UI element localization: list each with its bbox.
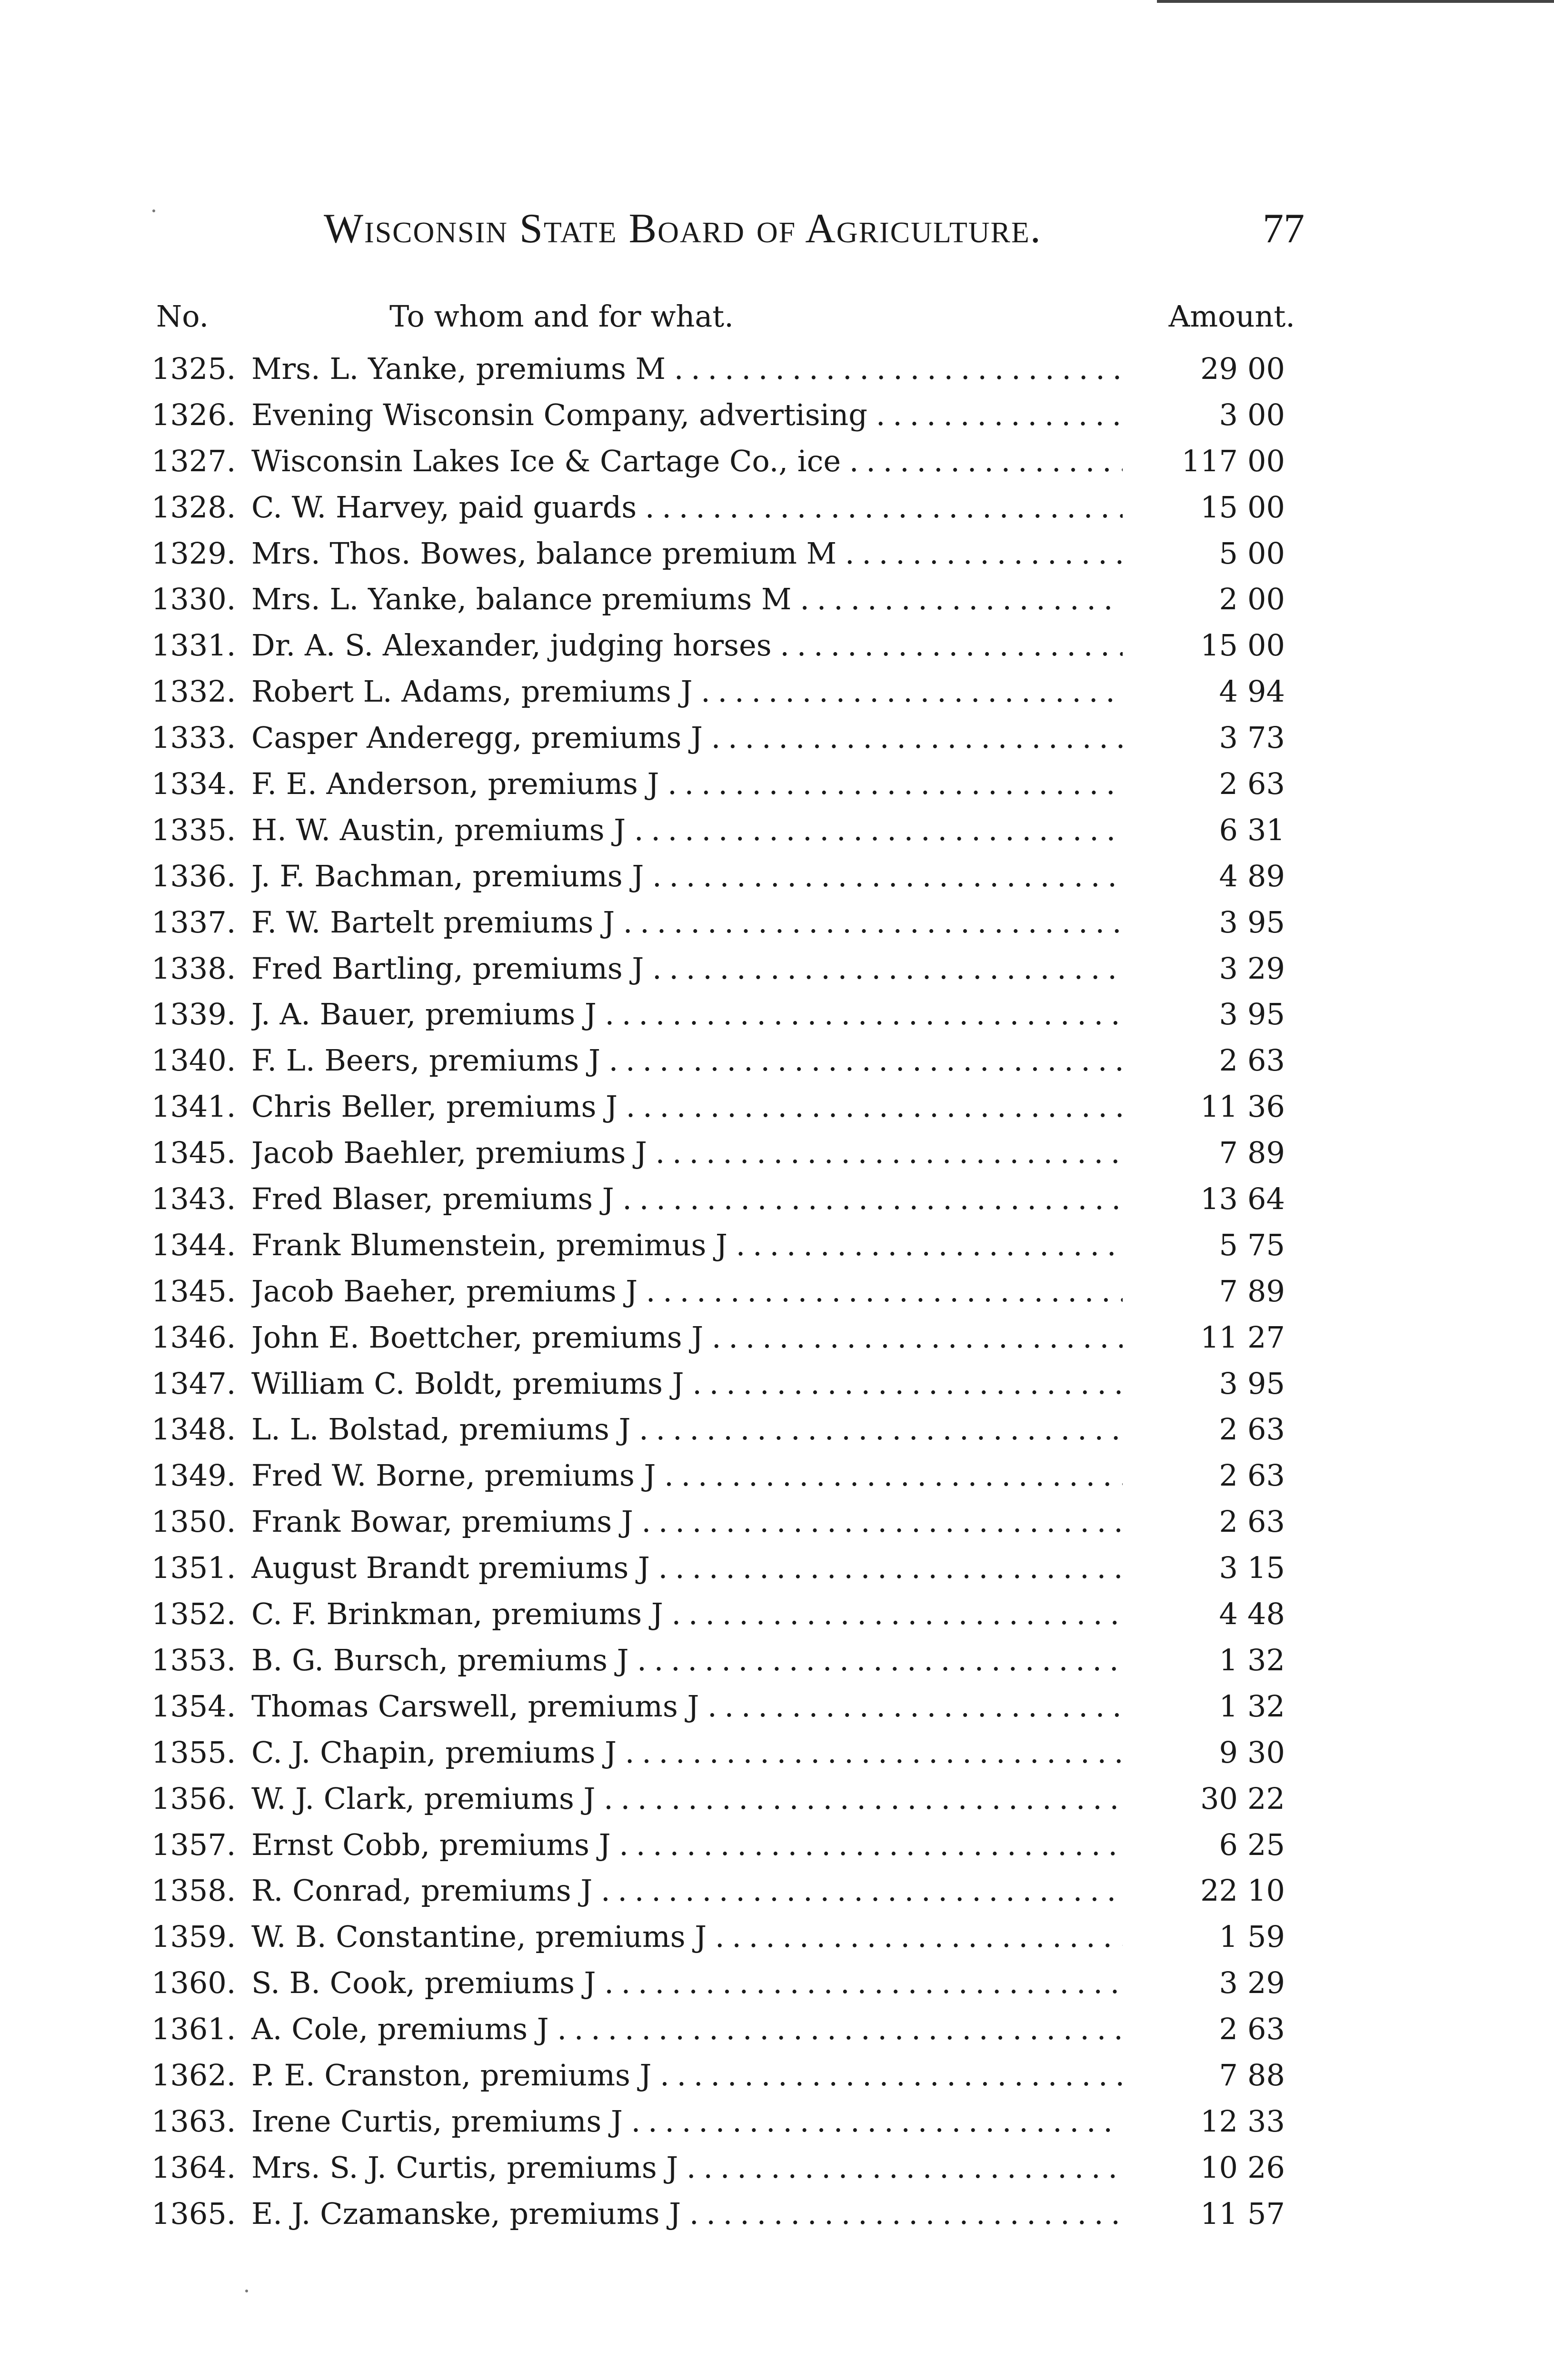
entry-description: F. E. Anderson, premiums J . . . [251, 766, 1123, 801]
margin-mark [245, 2290, 248, 2292]
table-row [0, 347, 1554, 393]
entry-description: Evening Wisconsin Company, advertising . . . [251, 397, 1123, 432]
entry-amount-cents: 30 [1247, 1735, 1285, 1770]
entry-amount-cents: 64 [1247, 1181, 1285, 1217]
entry-description: John E. Boettcher, premiums J . . . [251, 1320, 1123, 1355]
entry-amount-dollars: 3 [1219, 1550, 1238, 1586]
entry-amount-cents: 63 [1247, 2012, 1285, 2047]
entry-amount-dollars: 2 [1219, 1043, 1238, 1078]
table-row [0, 1914, 1554, 1961]
entry-description: Mrs. L. Yanke, balance premiums M . . . [251, 582, 1123, 616]
table-row [0, 1868, 1554, 1914]
table-row [0, 1038, 1554, 1084]
entry-amount-dollars: 13 [1200, 1181, 1238, 1217]
entry-amount-cents: 73 [1247, 720, 1285, 755]
entry-amount-cents: 89 [1247, 1135, 1285, 1170]
entry-number: 1351. [151, 1550, 236, 1586]
entry-number: 1345. [151, 1135, 236, 1170]
entry-description: Fred W. Borne, premiums J . . . [251, 1458, 1123, 1493]
page-number: 77 [1263, 206, 1305, 252]
entry-amount-cents: 26 [1247, 2150, 1285, 2185]
entry-description: Casper Anderegg, premiums J . . . [251, 720, 1123, 755]
entry-amount-cents: 27 [1247, 1319, 1285, 1355]
entry-description: A. Cole, premiums J . . . [251, 2012, 1123, 2046]
entry-description: Thomas Carswell, premiums J . . . [251, 1689, 1123, 1724]
entry-amount-cents: 00 [1247, 489, 1285, 525]
entry-amount-dollars: 15 [1200, 628, 1238, 663]
entry-amount-cents: 59 [1247, 1919, 1285, 1954]
entry-number: 1328. [151, 489, 236, 525]
entry-description: C. W. Harvey, paid guards . . . [251, 490, 1123, 525]
table-row [0, 1776, 1554, 1823]
entry-description: Mrs. S. J. Curtis, premiums J . . . [251, 2150, 1123, 2185]
entry-number: 1363. [151, 2103, 236, 2139]
column-header-description: To whom and for what. [389, 299, 734, 334]
entry-amount-dollars: 3 [1219, 1965, 1238, 2001]
entry-number: 1357. [151, 1827, 236, 1862]
entry-description: Jacob Baeher, premiums J . . . [251, 1274, 1123, 1309]
entry-amount-cents: 95 [1247, 1366, 1285, 1401]
entry-number: 1331. [151, 628, 236, 663]
table-row [0, 2053, 1554, 2099]
entry-number: 1335. [151, 812, 236, 847]
entry-amount-dollars: 11 [1200, 2196, 1238, 2231]
entry-amount-dollars: 4 [1219, 1597, 1238, 1632]
table-row [0, 1453, 1554, 1499]
table-row [0, 1638, 1554, 1684]
entry-amount-dollars: 3 [1219, 951, 1238, 986]
entry-description: S. B. Cook, premiums J . . . [251, 1965, 1123, 2000]
margin-mark [152, 209, 155, 212]
table-row [0, 1961, 1554, 2007]
entry-number: 1352. [151, 1597, 236, 1632]
entry-number: 1327. [151, 443, 236, 478]
entry-number: 1361. [151, 2012, 236, 2047]
entry-number: 1330. [151, 582, 236, 617]
table-row [0, 669, 1554, 715]
entry-number: 1344. [151, 1227, 236, 1262]
top-rule [1157, 0, 1554, 3]
entry-amount-cents: 89 [1247, 858, 1285, 893]
entry-amount-cents: 89 [1247, 1273, 1285, 1309]
entry-description: August Brandt premiums J . . . [251, 1550, 1123, 1585]
entry-number: 1353. [151, 1642, 236, 1677]
column-header-row [0, 299, 1554, 347]
entry-amount-dollars: 1 [1219, 1688, 1238, 1724]
entry-amount-dollars: 3 [1219, 720, 1238, 755]
table-row [0, 1730, 1554, 1776]
entry-amount-cents: 29 [1247, 1965, 1285, 2001]
entry-number: 1337. [151, 904, 236, 940]
entry-amount-dollars: 1 [1219, 1642, 1238, 1677]
entry-number: 1347. [151, 1366, 236, 1401]
entry-amount-dollars: 2 [1219, 1504, 1238, 1539]
entry-amount-dollars: 5 [1219, 536, 1238, 571]
entry-amount-cents: 95 [1247, 997, 1285, 1032]
entry-amount-dollars: 30 [1200, 1781, 1238, 1816]
table-row [0, 1315, 1554, 1361]
entry-amount-cents: 31 [1247, 812, 1285, 847]
entry-amount-cents: 32 [1247, 1642, 1285, 1677]
entry-number: 1349. [151, 1458, 236, 1493]
entry-amount-cents: 00 [1247, 536, 1285, 571]
entry-description: Frank Bowar, premiums J . . . [251, 1504, 1123, 1539]
entry-amount-dollars: 3 [1219, 1366, 1238, 1401]
entry-amount-cents: 94 [1247, 674, 1285, 709]
entry-number: 1365. [151, 2196, 236, 2231]
entry-amount-dollars: 2 [1219, 582, 1238, 617]
table-row [0, 1499, 1554, 1546]
entry-description: Frank Blumenstein, premimus J . . . [251, 1228, 1123, 1262]
entry-amount-dollars: 3 [1219, 997, 1238, 1032]
entry-number: 1359. [151, 1919, 236, 1954]
table-row [0, 1823, 1554, 1869]
table-row [0, 393, 1554, 439]
entry-amount-dollars: 9 [1219, 1735, 1238, 1770]
entry-amount-cents: 48 [1247, 1597, 1285, 1632]
entry-amount-dollars: 11 [1200, 1089, 1238, 1124]
entry-amount-dollars: 11 [1200, 1319, 1238, 1355]
entry-description: P. E. Cranston, premiums J . . . [251, 2058, 1123, 2092]
entry-number: 1333. [151, 720, 236, 755]
entry-amount-dollars: 10 [1200, 2150, 1238, 2185]
table-row [0, 1084, 1554, 1130]
entry-description: Wisconsin Lakes Ice & Cartage Co., ice . . . [251, 444, 1123, 478]
table-row [0, 854, 1554, 900]
entry-amount-cents: 88 [1247, 2057, 1285, 2092]
entry-amount-cents: 00 [1247, 351, 1285, 386]
entry-number: 1326. [151, 397, 236, 432]
entry-description: B. G. Bursch, premiums J . . . [251, 1643, 1123, 1677]
entry-description: Irene Curtis, premiums J . . . [251, 2104, 1123, 2139]
entry-number: 1339. [151, 997, 236, 1032]
entry-description: Robert L. Adams, premiums J . . . [251, 674, 1123, 709]
table-row [0, 1130, 1554, 1177]
entry-description: C. J. Chapin, premiums J . . . [251, 1735, 1123, 1770]
table-row [0, 531, 1554, 577]
entry-amount-dollars: 6 [1219, 1827, 1238, 1862]
entry-description: L. L. Bolstad, premiums J . . . [251, 1412, 1123, 1447]
entry-amount-dollars: 2 [1219, 1458, 1238, 1493]
entry-number: 1355. [151, 1735, 236, 1770]
entry-amount-dollars: 22 [1200, 1873, 1238, 1908]
entry-amount-dollars: 6 [1219, 812, 1238, 847]
entry-description: H. W. Austin, premiums J . . . [251, 813, 1123, 847]
table-row [0, 1546, 1554, 1592]
table-row [0, 577, 1554, 623]
entry-number: 1332. [151, 674, 236, 709]
table-row [0, 715, 1554, 762]
entry-description: W. J. Clark, premiums J . . . [251, 1781, 1123, 1816]
table-row [0, 439, 1554, 485]
entry-number: 1334. [151, 766, 236, 802]
entry-amount-cents: 36 [1247, 1089, 1285, 1124]
entry-number: 1346. [151, 1319, 236, 1355]
table-row [0, 808, 1554, 854]
entry-amount-cents: 10 [1247, 1873, 1285, 1908]
entry-amount-cents: 00 [1247, 443, 1285, 478]
entry-amount-dollars: 4 [1219, 858, 1238, 893]
column-header-amount: Amount. [1168, 299, 1295, 334]
entry-number: 1348. [151, 1412, 236, 1447]
entry-amount-cents: 63 [1247, 1504, 1285, 1539]
entry-number: 1358. [151, 1873, 236, 1908]
entry-amount-cents: 63 [1247, 766, 1285, 802]
table-row [0, 1361, 1554, 1408]
entry-number: 1336. [151, 858, 236, 893]
entry-description: Dr. A. S. Alexander, judging horses . . . [251, 628, 1123, 663]
entry-description: Mrs. L. Yanke, premiums M . . . [251, 351, 1123, 386]
entry-amount-cents: 25 [1247, 1827, 1285, 1862]
entry-description: F. L. Beers, premiums J . . . [251, 1043, 1123, 1078]
entry-amount-cents: 00 [1247, 397, 1285, 432]
entry-description: C. F. Brinkman, premiums J . . . [251, 1597, 1123, 1631]
column-header-no: No. [156, 299, 209, 334]
entry-amount-cents: 29 [1247, 951, 1285, 986]
entry-amount-dollars: 7 [1219, 1135, 1238, 1170]
entry-description: Ernst Cobb, premiums J . . . [251, 1827, 1123, 1862]
table-row [0, 900, 1554, 946]
table-row [0, 2007, 1554, 2053]
entry-amount-cents: 95 [1247, 904, 1285, 940]
entry-description: E. J. Czamanske, premiums J . . . [251, 2196, 1123, 2231]
entry-number: 1325. [151, 351, 236, 386]
entry-description: F. W. Bartelt premiums J . . . [251, 905, 1123, 940]
table-row [0, 1177, 1554, 1223]
entry-description: W. B. Constantine, premiums J . . . [251, 1919, 1123, 1954]
entry-amount-dollars: 3 [1219, 904, 1238, 940]
entry-amount-dollars: 29 [1200, 351, 1238, 386]
entry-amount-cents: 57 [1247, 2196, 1285, 2231]
entry-amount-dollars: 5 [1219, 1227, 1238, 1262]
entry-description: Fred Blaser, premiums J . . . [251, 1181, 1123, 1216]
table-row [0, 992, 1554, 1038]
entry-description: Chris Beller, premiums J . . . [251, 1089, 1123, 1124]
entry-description: William C. Boldt, premiums J . . . [251, 1366, 1123, 1401]
table-row [0, 2145, 1554, 2192]
table-row [0, 762, 1554, 808]
entry-amount-dollars: 15 [1200, 489, 1238, 525]
entry-amount-cents: 63 [1247, 1043, 1285, 1078]
entry-number: 1360. [151, 1965, 236, 2001]
entry-amount-dollars: 2 [1219, 2012, 1238, 2047]
entry-amount-cents: 00 [1247, 582, 1285, 617]
entry-description: Mrs. Thos. Bowes, balance premium M . . . [251, 536, 1123, 571]
table-row [0, 2192, 1554, 2238]
entry-number: 1340. [151, 1043, 236, 1078]
table-row [0, 1684, 1554, 1730]
entry-number: 1354. [151, 1688, 236, 1724]
entry-description: Jacob Baehler, premiums J . . . [251, 1135, 1123, 1170]
entry-number: 1338. [151, 951, 236, 986]
entry-amount-cents: 15 [1247, 1550, 1285, 1586]
page-title: Wisconsin State Board of Agriculture. [324, 206, 1042, 252]
entry-number: 1343. [151, 1181, 236, 1217]
table-row [0, 485, 1554, 531]
entry-number: 1362. [151, 2057, 236, 2092]
entry-number: 1329. [151, 536, 236, 571]
ledger-table [0, 347, 1554, 2238]
table-row [0, 1592, 1554, 1638]
entry-amount-dollars: 12 [1200, 2103, 1238, 2139]
entry-description: Fred Bartling, premiums J . . . [251, 951, 1123, 986]
entry-amount-cents: 00 [1247, 628, 1285, 663]
table-row [0, 1223, 1554, 1269]
entry-amount-dollars: 1 [1219, 1919, 1238, 1954]
entry-amount-cents: 63 [1247, 1458, 1285, 1493]
table-row [0, 2099, 1554, 2145]
entry-amount-cents: 32 [1247, 1688, 1285, 1724]
entry-number: 1350. [151, 1504, 236, 1539]
table-row [0, 623, 1554, 669]
entry-number: 1356. [151, 1781, 236, 1816]
entry-amount-dollars: 3 [1219, 397, 1238, 432]
table-row [0, 1407, 1554, 1453]
entry-description: J. F. Bachman, premiums J . . . [251, 859, 1123, 893]
entry-amount-cents: 63 [1247, 1412, 1285, 1447]
entry-description: J. A. Bauer, premiums J . . . [251, 997, 1123, 1031]
entry-amount-dollars: 7 [1219, 1273, 1238, 1309]
entry-number: 1364. [151, 2150, 236, 2185]
entry-description: R. Conrad, premiums J . . . [251, 1873, 1123, 1908]
entry-amount-dollars: 2 [1219, 766, 1238, 802]
entry-amount-dollars: 2 [1219, 1412, 1238, 1447]
entry-amount-cents: 33 [1247, 2103, 1285, 2139]
table-row [0, 946, 1554, 992]
entry-amount-dollars: 4 [1219, 674, 1238, 709]
entry-number: 1341. [151, 1089, 236, 1124]
entry-amount-cents: 75 [1247, 1227, 1285, 1262]
table-row [0, 1269, 1554, 1315]
entry-amount-dollars: 7 [1219, 2057, 1238, 2092]
entry-amount-dollars: 117 [1181, 443, 1238, 478]
entry-number: 1345. [151, 1273, 236, 1309]
entry-amount-cents: 22 [1247, 1781, 1285, 1816]
